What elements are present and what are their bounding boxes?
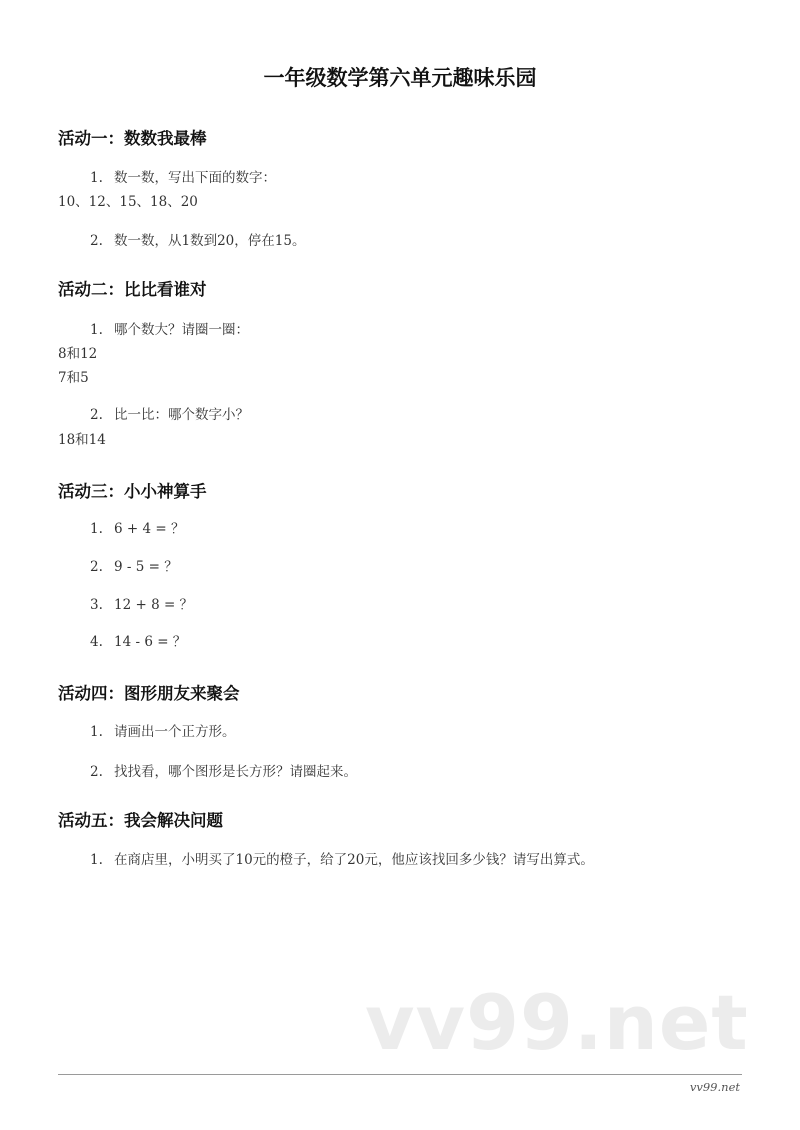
item-number: 4. [90,634,103,650]
item-number: 1. [90,322,103,338]
item-text: 在商店里，小明买了10元的橙子，给了20元，他应该找回多少钱？请写出算式。 [114,852,594,868]
watermark: vv99.net [365,978,749,1067]
activity2-pair-c: 18和14 [58,432,106,448]
activity3-item-3 [90,593,193,613]
item-text: 9 - 5 = ？ [114,559,178,575]
item-number: 2. [90,233,103,249]
item-number: 3. [90,597,103,613]
activity3-item-4 [90,630,186,650]
item-text: 14 - 6 = ？ [114,634,187,650]
activity1-item-1 [90,166,276,186]
item-number: 1. [90,521,103,537]
activity5-heading: 活动五：我会解决问题 [58,811,223,830]
activity3-heading: 活动三：小小神算手 [58,482,207,501]
item-number: 1. [90,852,103,868]
item-text: 6 + 4 = ？ [114,521,185,537]
activity1-heading: 活动一：数数我最棒 [58,129,207,148]
item-text: 哪个数大？请圈一圈： [114,322,249,338]
item-number: 2. [90,764,103,780]
activity3-item-2 [90,555,178,575]
activity1-number-list: 10、12、15、18、20 [58,194,198,210]
item-number: 1. [90,724,103,740]
activity3-item-1 [90,517,184,537]
footer-site: vv99.net [689,1080,740,1094]
activity4-item-1 [90,720,236,740]
activity2-item-1 [90,318,249,338]
footer-divider [58,1074,742,1075]
item-text: 12 + 8 = ？ [114,597,194,613]
item-number: 2. [90,559,103,575]
page-title: 一年级数学第六单元趣味乐园 [263,66,537,90]
activity4-heading: 活动四：图形朋友来聚会 [58,684,240,703]
item-text: 比一比：哪个数字小？ [114,407,249,423]
item-number: 2. [90,407,103,423]
item-number: 1. [90,170,103,186]
activity2-pair-b: 7和5 [58,370,89,386]
activity2-heading: 活动二：比比看谁对 [58,280,207,299]
activity2-pair-a: 8和12 [58,346,98,362]
activity1-item-2 [90,229,305,249]
item-text: 数一数，写出下面的数字： [114,170,276,186]
item-text: 数一数，从1数到20，停在15。 [114,233,306,249]
activity5-item-1 [90,848,594,868]
activity4-item-2 [90,760,357,780]
item-text: 找找看，哪个图形是长方形？请圈起来。 [114,764,357,780]
activity2-item-2 [90,403,249,423]
item-text: 请画出一个正方形。 [114,724,236,740]
